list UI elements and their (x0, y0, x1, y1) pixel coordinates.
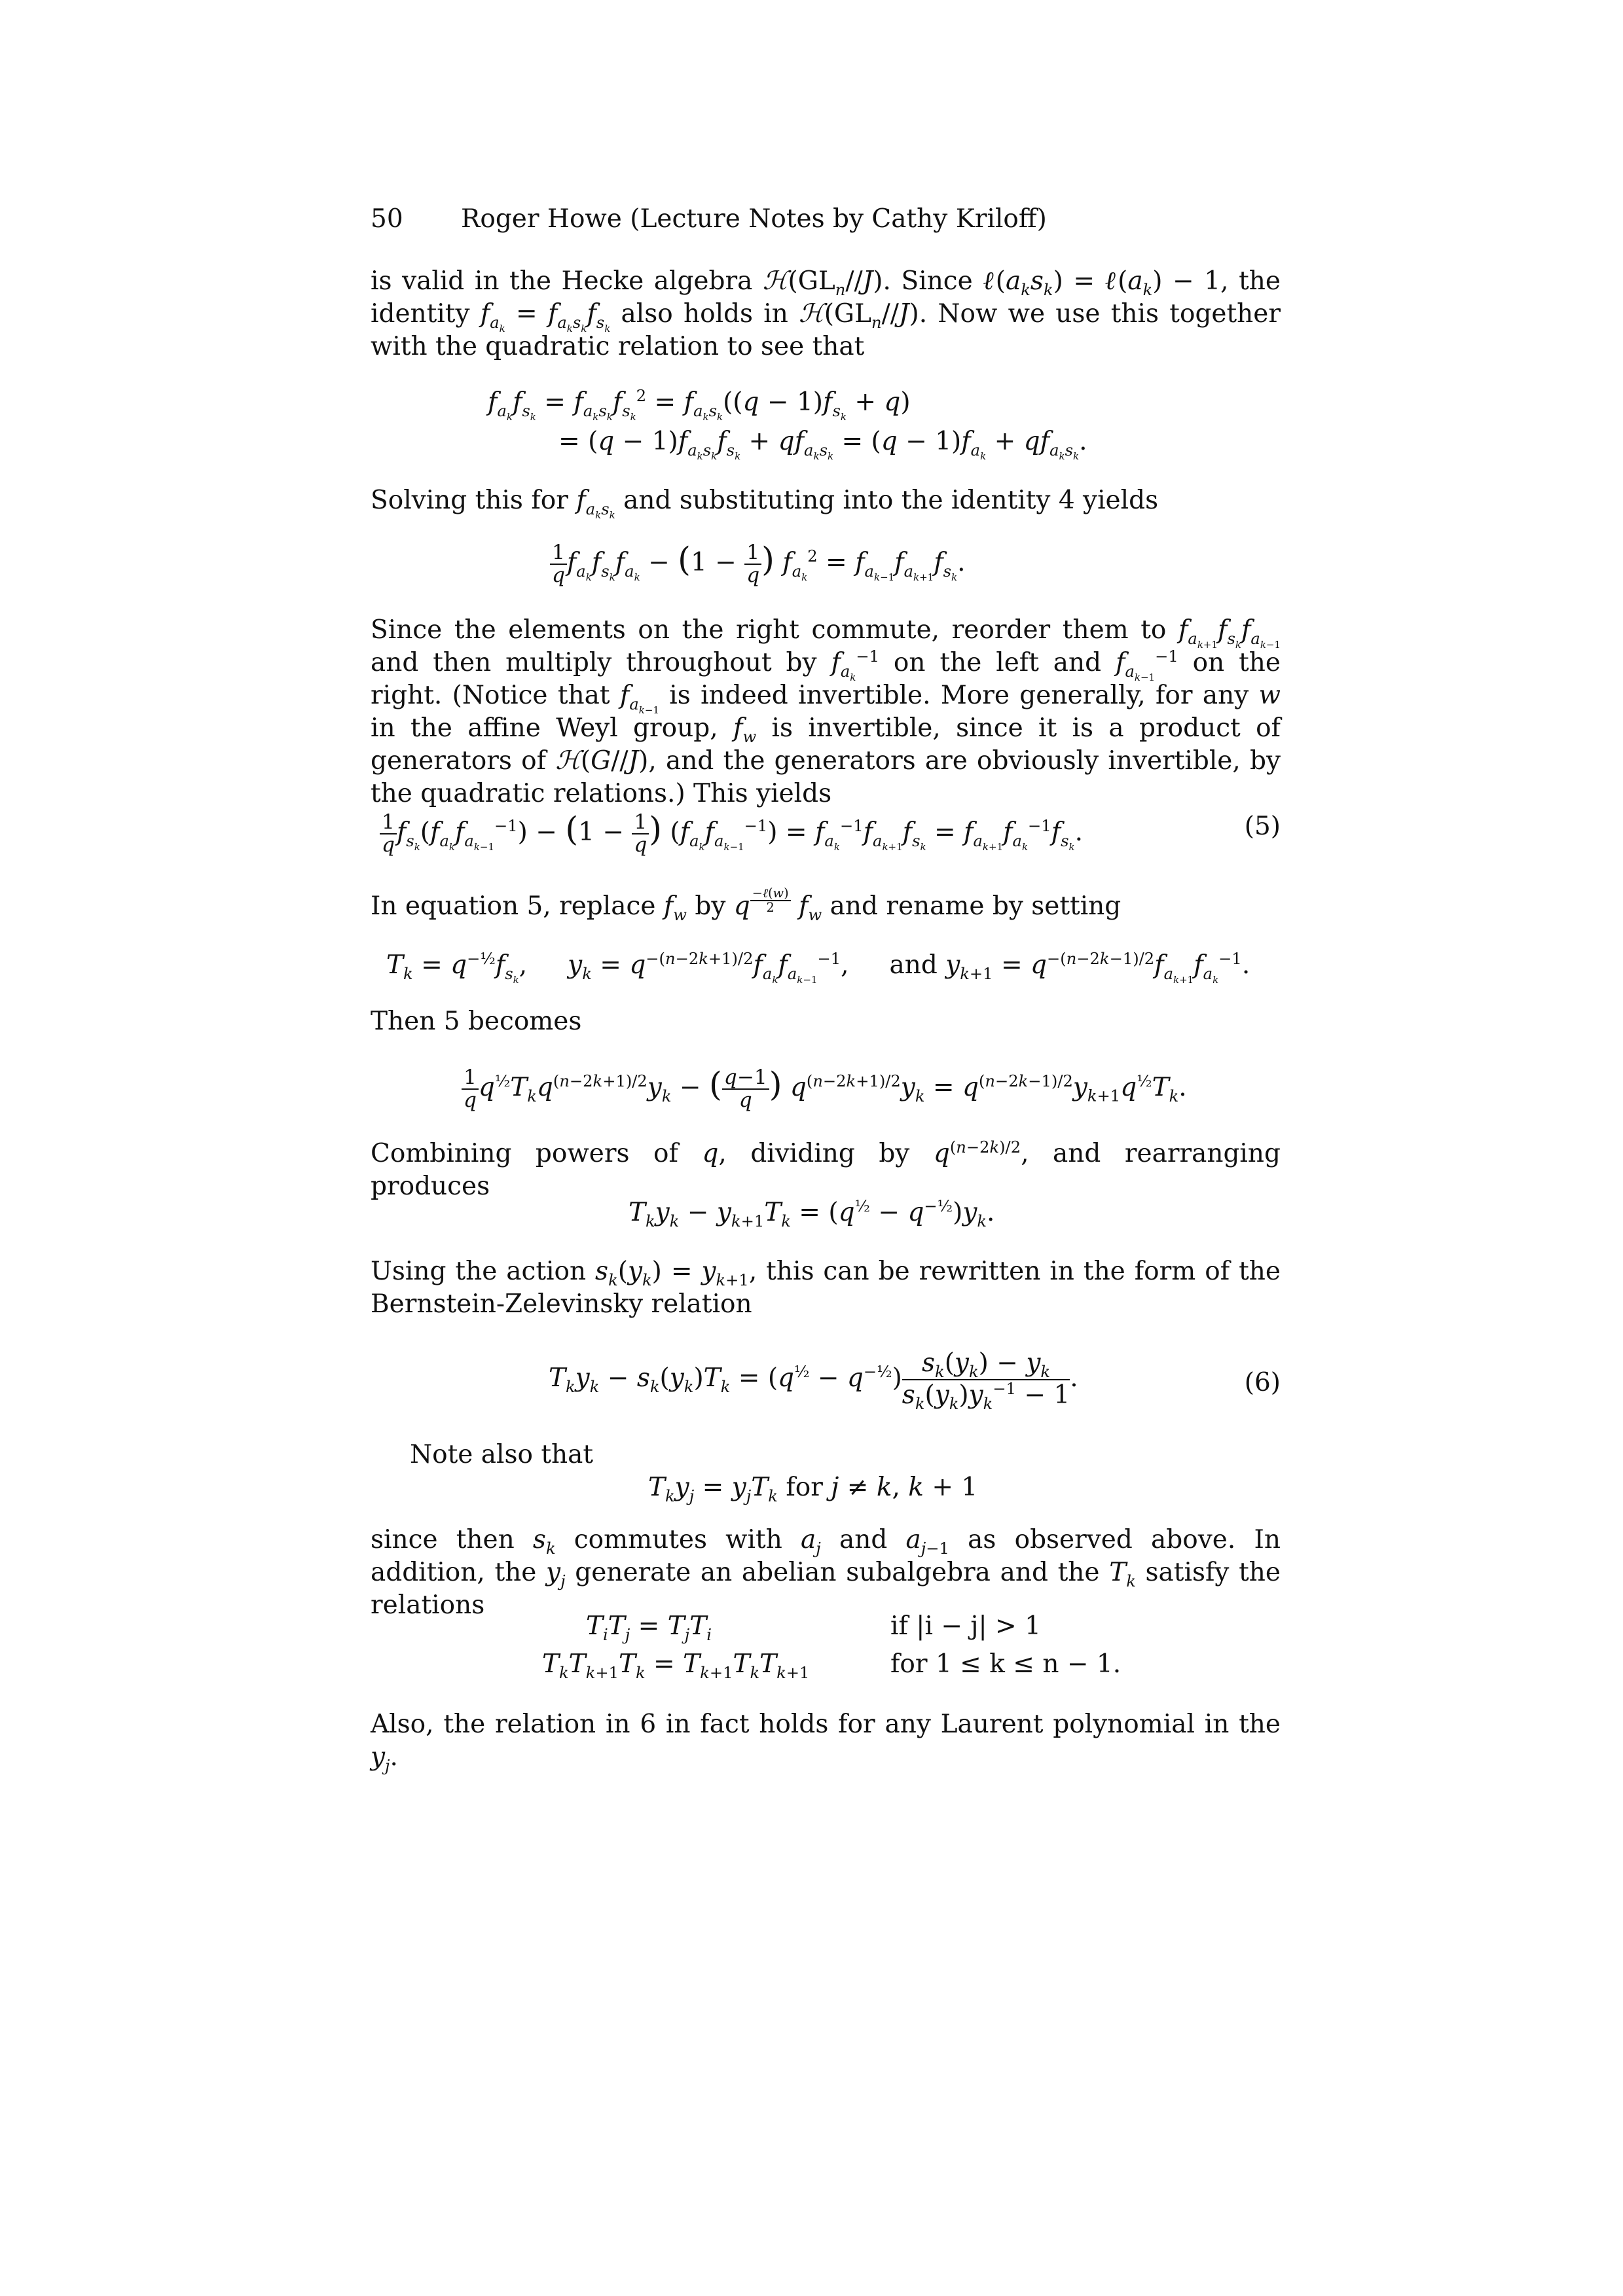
relation-commute-lhs: $T_iT_j = T_jT_i$ (586, 1611, 712, 1644)
equation-quadratic-2: = $(q - 1)f_{a_ks_k}f_{s_k} + qf_{a_ks_k} = (q - 1)f_{a_k} + qf_{a_ks_k}$. (558, 427, 1087, 462)
equation-becomes: $\frac{1}{q}$ $q^{\frac{1}{2}}T_kq^{(n-2k+1)/2}y_k$ − ( $\frac{q-1}{q}$ ) $q^{(n-2k+1)/2}y_k = q^{(n-2k-1)/2}y_{k+1}q^{\frac{1}{2}}T_k$. (462, 1067, 1187, 1111)
equation-number-5: (5) (1244, 812, 1281, 841)
equation-quadratic-1: $f_{a_k}f_{s_k} = f_{a_ks_k}f_{s_k}^2 = f_{a_ks_k}((q - 1)f_{s_k} + q)$ (488, 387, 911, 423)
paragraph-7: Using the action $s_k(y_k) = y_{k+1}$, this can be rewritten in the form of the Bernstein-Zelevinsky relation (371, 1257, 1281, 1319)
equation-commute: $T_ky_j = y_jT_k$ for j ≠ k, k + 1 (648, 1473, 978, 1505)
paragraph-6: Combining powers of q, dividing by $q^{(n-2k)/2}$, and rearranging produces (371, 1138, 1281, 1201)
equation-number-6: (6) (1244, 1368, 1281, 1397)
equation-rename: $T_k = q^{-\frac{1}{2}}f_{s_k}$, $y_k = q^{-(n-2k+1)/2}f_{a_k}f_{a_{k-1}}^{-1}$, and $y_{k+1} = q^{-(n-2k-1)/2}f_{a_{k+1}}f_{a_k}^{-1}$. (386, 950, 1250, 986)
equation-5: $\frac{1}{q}$ $f_{s_k}(f_{a_k}f_{a_{k-1}}^{-1}) - (1$ − $\frac{1}{q}$ ) $(f_{a_k}f_{a_{k-1}}^{-1}) = f_{a_k}^{-1}f_{a_{k+1}}f_{s_k} = f_{a_{k+1}}f_{a_k}^{-1}f_{s_k}$. (380, 812, 1083, 856)
paragraph-3: Since the elements on the right commute, reorder them to $f_{a_{k+1}}f_{s_k}f_{a_{k-1}}$ and then multiply throughout by $f_{a_k}^{-1}$ on the left and $f_{a_{k-1}}^{-1}$ on the right. (Notice that $f_{a_{k-1}}$ is indeed invertible. More generally, for any w in the affine Weyl group, $f_w$ is invertible, since it is a product of generators of ℋ(G//J), and the generators are obviously invertible, by the quadratic relations.) This yields (371, 615, 1281, 808)
relation-braid-lhs: $T_kT_{k+1}T_k = T_{k+1}T_kT_{k+1}$ (542, 1649, 810, 1682)
paragraph-5: Then 5 becomes (371, 1007, 582, 1036)
running-head (371, 204, 1047, 234)
running-title: Roger Howe (Lecture Notes by Cathy Kriloff) (461, 204, 1047, 234)
equation-6: $T_ky_k - s_k(y_k)T_k = (q^{\frac{1}{2}} - q^{-\frac{1}{2}})$ $\frac{s_k(y_k) - y_k}{s_k(y_k)y_k^{-1} - 1}$ . (549, 1348, 1078, 1413)
relation-braid-condition: for 1 ≤ k ≤ n − 1. (890, 1649, 1122, 1679)
paragraph-10: Also, the relation in 6 in fact holds for any Laurent polynomial in the $y_j$. (371, 1710, 1281, 1775)
equation-combined: $T_ky_k - y_{k+1}T_k = (q^{\frac{1}{2}} - q^{-\frac{1}{2}})y_k$. (629, 1197, 995, 1230)
paragraph-2: Solving this for $f_{a_ks_k}$ and substituting into the identity 4 yields (371, 486, 1159, 521)
paragraph-9: since then $s_k$ commutes with $a_j$ and $a_{j-1}$ as observed above. In addition, the $y_j$ generate an abelian subalgebra and the $T_k$ satisfy the relations (371, 1525, 1281, 1620)
page-number: 50 (371, 204, 403, 234)
paragraph-1: is valid in the Hecke algebra $ℋ(GL_n//J)$. Since $\ell(a_ks_k)$ = $\ell(a_k) - 1$, the identity $f_{a_k} = f_{a_ks_k}f_{s_k}$ also holds in $ℋ(GL_n//J)$. Now we use this together with the quadratic relation to see that (371, 266, 1281, 361)
equation-solved: $\frac{1}{q}$ $f_{a_k}f_{s_k}f_{a_k} - (1$ − $\frac{1}{q}$ ) $f_{a_k}^2 = f_{a_{k-1}}f_{a_{k+1}}f_{s_k}$. (550, 542, 966, 586)
relation-commute-condition: if |i − j| > 1 (890, 1611, 1041, 1641)
paragraph-4: In equation 5, replace $f_w$ by q $^{\frac{\text{−ℓ(w)}}{2}}$ $f_w$ and rename by setting (371, 886, 1122, 924)
paragraph-8: Note also that (410, 1440, 594, 1469)
